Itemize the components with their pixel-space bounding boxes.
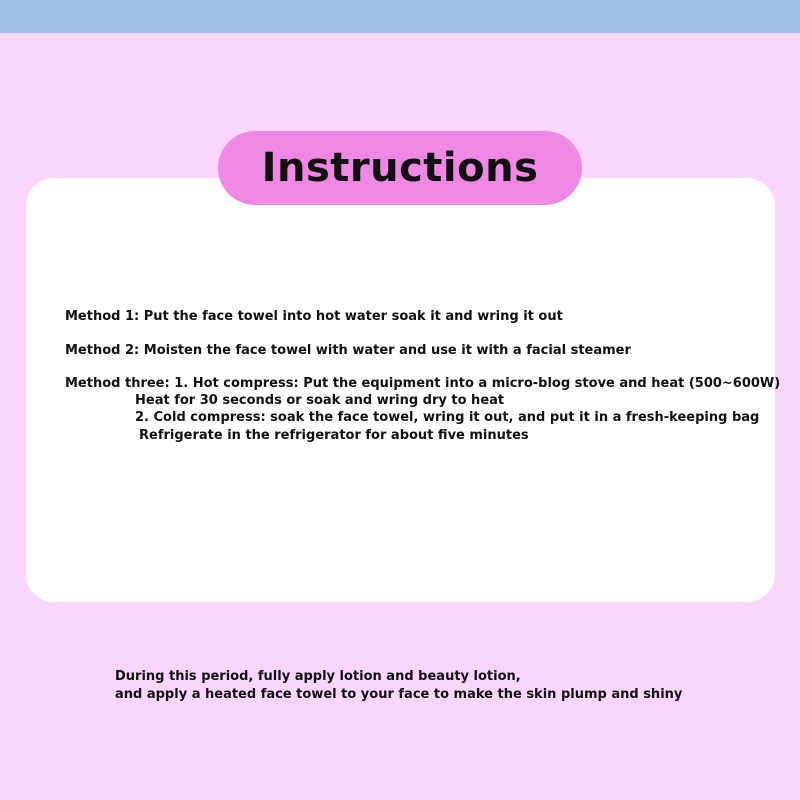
page-title: Instructions [261,145,539,191]
footer-line-1: During this period, fully apply lotion and beauty lotion, [115,669,521,684]
method-3-line-3: 2. Cold compress: soak the face towel, wring it out, and put it in a fresh-keeping bag [135,410,760,425]
method-3-line-4: Refrigerate in the refrigerator for about five minutes [139,428,529,443]
method-3-line-2: Heat for 30 seconds or soak and wring dry to heat [135,393,505,408]
method-3-line-1: Method three: 1. Hot compress: Put the equipment into a micro-blog stove and heat (500~600W) [65,376,781,391]
title-pill [218,131,582,205]
method-2-text: Method 2: Moisten the face towel with water and use it with a facial steamer [65,343,631,358]
footer-line-2: and apply a heated face towel to your face to make the skin plump and shiny [115,687,683,702]
method-1-text: Method 1: Put the face towel into hot water soak it and wring it out [65,309,563,324]
top-band [0,0,800,33]
